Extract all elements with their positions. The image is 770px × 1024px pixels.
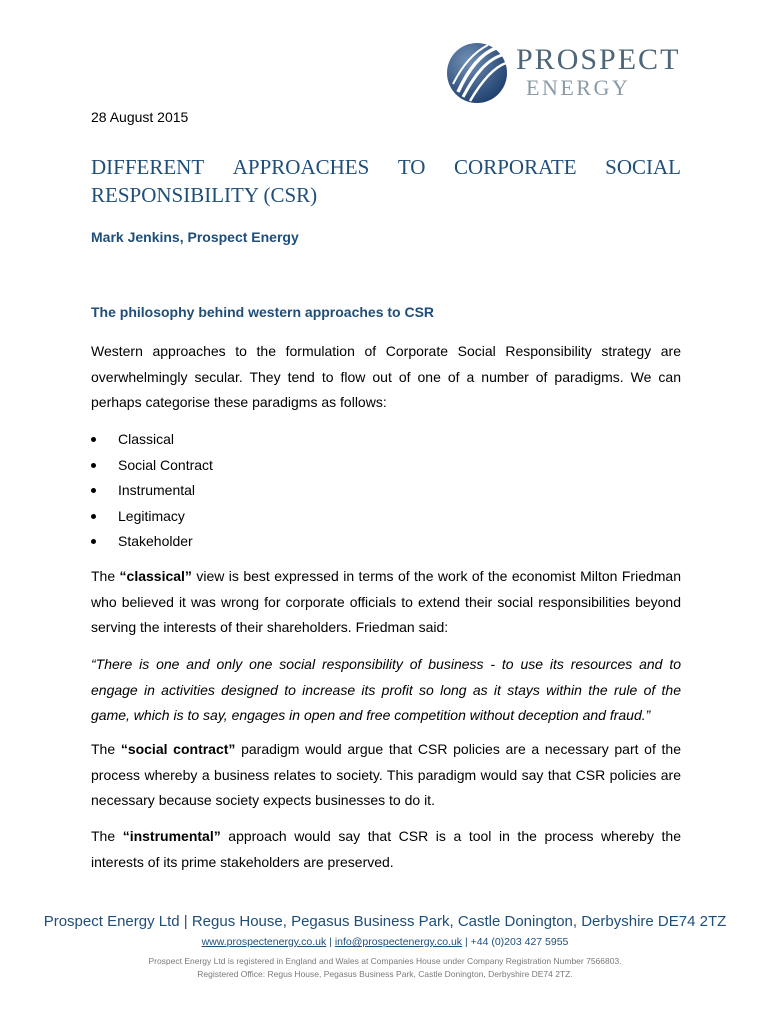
- author-line: Mark Jenkins, Prospect Energy: [91, 229, 299, 245]
- bullet-icon: [91, 463, 96, 468]
- title-line-1: [91, 153, 681, 181]
- list-item-label: Social Contract: [118, 456, 213, 473]
- document-title: [91, 153, 681, 209]
- bullet-icon: [91, 488, 96, 493]
- paragraph-term: “classical”: [119, 568, 192, 584]
- logo-text-energy: ENERGY: [526, 75, 631, 100]
- title-word: APPROACHES: [232, 155, 370, 179]
- list-item-label: Classical: [118, 431, 175, 447]
- paragraph-text: approach would say that CSR is a tool in the process whereby the interests of its prime stakeholders are preserved.: [91, 828, 682, 870]
- classical-paragraph: [91, 564, 681, 641]
- bullet-icon: [91, 539, 96, 544]
- list-item-label: Instrumental: [118, 482, 196, 499]
- list-item: [91, 453, 213, 479]
- list-item-label: Legitimacy: [118, 507, 185, 524]
- intro-paragraph: Western approaches to the formulation of Corporate Social Responsibility strategy are overwhelmingly secular. They tend to flow out of one of a number of paradigms. We can perhaps categorise these paradigms as follows:: [91, 343, 681, 410]
- instrumental-paragraph: [91, 824, 681, 875]
- title-word: DIFFERENT: [91, 155, 205, 179]
- list-item: [91, 427, 213, 453]
- paragraph-text: view is best expressed in terms of the work of the economist Milton Friedman who believed it was wrong for corporate officials to extend their social responsibilities beyond serving the interests of their shareholders. Friedman said:: [91, 568, 682, 635]
- quote-text: “There is one and only one social responsibility of business - to use its resources and to engage in activities designed to increase its profit so long as it stays within the rule of the game, which is to say, engages in open and free competition without deception and fraud.”: [91, 656, 681, 723]
- list-item-label: Stakeholder: [118, 533, 193, 550]
- paragraph-text: The: [91, 568, 120, 584]
- list-item: [91, 529, 213, 555]
- title-line-2: RESPONSIBILITY (CSR): [91, 183, 318, 207]
- paragraph-term: “instrumental”: [122, 828, 221, 844]
- title-word: CORPORATE: [454, 155, 577, 179]
- paradigm-list: [91, 427, 213, 555]
- footer-contact: [0, 936, 770, 948]
- footer-registered-office: Registered Office: Regus House, Pegasus Business Park, Castle Donington, Derbyshire DE74 2TZ.: [197, 969, 573, 979]
- friedman-quote: [91, 652, 681, 729]
- bullet-icon: [91, 437, 96, 442]
- email-link[interactable]: info@prospectenergy.co.uk: [334, 936, 463, 948]
- logo-text-prospect: PROSPECT: [516, 43, 681, 76]
- list-item: [91, 504, 213, 530]
- footer-address: Prospect Energy Ltd | Regus House, Pegasus Business Park, Castle Donington, Derbyshire DE74 2TZ: [43, 913, 727, 930]
- paragraph-text: paradigm would argue that CSR policies are a necessary part of the process whereby a business relates to society. This paradigm would say that CSR policies are necessary because society expects businesses to do it.: [91, 741, 681, 808]
- globe-logo-icon: [446, 40, 508, 106]
- document-date: 28 August 2015: [91, 109, 189, 125]
- website-link[interactable]: www.prospectenergy.co.uk: [201, 936, 327, 948]
- section-heading: The philosophy behind western approaches to CSR: [91, 304, 435, 320]
- footer-registration: Prospect Energy Ltd is registered in England and Wales at Companies House under Company Registration Number 7566803.: [148, 956, 622, 966]
- paragraph-text: The: [91, 741, 121, 757]
- footer-phone: | +44 (0)203 427 5955: [462, 936, 569, 948]
- bullet-icon: [91, 514, 96, 519]
- social-contract-paragraph: [91, 737, 681, 814]
- title-word: SOCIAL: [605, 155, 681, 179]
- paragraph-term: “social contract”: [120, 741, 236, 757]
- title-word: TO: [397, 155, 426, 179]
- list-item: [91, 478, 213, 504]
- paragraph-text: The: [91, 828, 123, 844]
- company-logo: [446, 40, 686, 106]
- footer-separator: |: [326, 936, 335, 948]
